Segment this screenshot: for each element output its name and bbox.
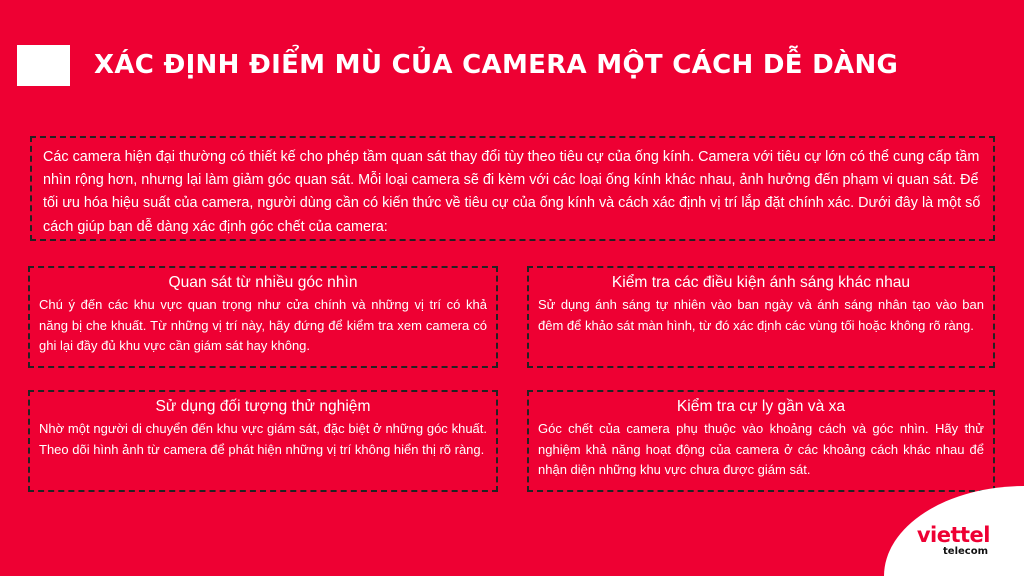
tip-card-body: Sử dụng ánh sáng tự nhiên vào ban ngày và ánh sáng nhân tạo vào ban đêm để khảo sát màn hình, từ đó xác định các vùng tối hoặc không rõ ràng. <box>538 297 984 333</box>
tip-card-lighting-conditions <box>527 266 995 368</box>
tip-card-title: Quan sát từ nhiều góc nhìn <box>168 274 358 291</box>
tip-card-body: Nhờ một người di chuyển đến khu vực giám sát, đặc biệt ở những góc khuất. Theo dõi hình ảnh từ camera để phát hiện những vị trí không hiển thị rõ ràng. <box>39 421 487 457</box>
title-marker-block <box>17 45 70 86</box>
intro-text: Các camera hiện đại thường có thiết kế cho phép tầm quan sát thay đổi tùy theo tiêu cự của ống kính. Camera với tiêu cự lớn có thể cung cấp tầm nhìn rộng hơn, nhưng lại làm giảm góc quan sát. Mỗi loại camera sẽ đi kèm với các loại ống kính khác nhau, ảnh hưởng đến phạm vi quan sát. Để tối ưu hóa hiệu suất của camera, người dùng cần có kiến thức về tiêu cự của ống kính và cách xác định vị trí lắp đặt chính xác. Dưới đây là một số cách giúp bạn dễ dàng xác định góc chết của camera: <box>43 149 981 235</box>
tip-card-title: Sử dụng đối tượng thử nghiệm <box>155 398 371 415</box>
tip-card-title: Kiểm tra cự ly gần và xa <box>676 398 846 415</box>
tip-card-body: Chú ý đến các khu vực quan trọng như cửa chính và những vị trí có khả năng bị che khuất. Từ những vị trí này, hãy đứng để kiểm tra xem camera có ghi lại đầy đủ khu vực cần giám sát hay không. <box>39 297 487 353</box>
viettel-logo <box>917 524 990 558</box>
tip-card-body: Góc chết của camera phụ thuộc vào khoảng cách và góc nhìn. Hãy thử nghiệm khả năng hoạt động của camera ở các khoảng cách khác nhau để nhận diện những khu vực chưa được giám sát. <box>538 421 984 477</box>
logo-sub-text: telecom <box>943 546 988 557</box>
tip-card-title: Kiểm tra các điều kiện ánh sáng khác nhau <box>611 274 911 291</box>
tip-card-near-far-range <box>527 390 995 492</box>
intro-box <box>30 136 995 241</box>
tip-card-test-subject <box>28 390 498 492</box>
logo-brand-text: viettel <box>916 523 990 547</box>
page-title: XÁC ĐỊNH ĐIỂM MÙ CỦA CAMERA MỘT CÁCH DỄ DÀNG <box>94 50 899 80</box>
tip-card-multiple-angles <box>28 266 498 368</box>
